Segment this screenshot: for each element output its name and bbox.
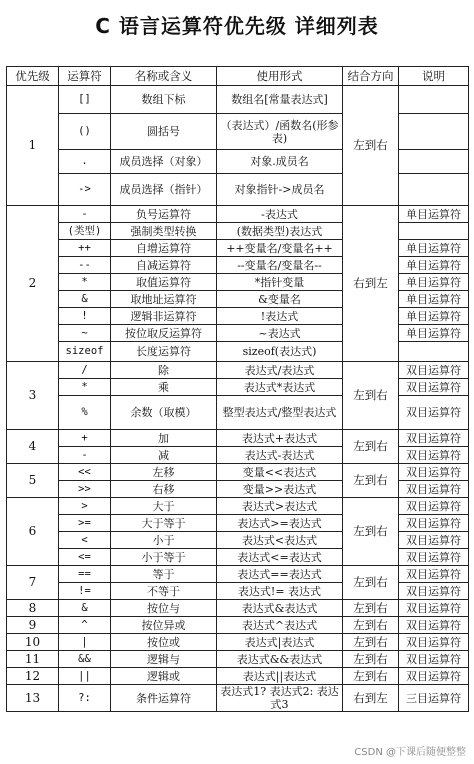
usage-cell: 表达式1? 表达式2: 表达式3 — [217, 685, 343, 712]
note-cell — [399, 342, 469, 362]
operator-cell: ! — [59, 308, 111, 325]
priority-cell: 13 — [7, 685, 59, 712]
usage-cell: 表达式-表达式 — [217, 447, 343, 464]
name-cell: 按位取反运算符 — [111, 325, 217, 342]
table-row — [7, 86, 469, 114]
operator-cell: % — [59, 396, 111, 430]
table-row — [7, 430, 469, 447]
operator-cell: <= — [59, 549, 111, 566]
name-cell: 逻辑非运算符 — [111, 308, 217, 325]
operator-cell: && — [59, 651, 111, 668]
usage-cell: 变量>>表达式 — [217, 481, 343, 498]
operator-cell: (类型) — [59, 223, 111, 240]
usage-cell: --变量名/变量名-- — [217, 257, 343, 274]
note-cell — [399, 174, 469, 206]
table-row — [7, 515, 469, 532]
table-row — [7, 532, 469, 549]
name-cell: 小于 — [111, 532, 217, 549]
name-cell: 条件运算符 — [111, 685, 217, 712]
note-cell: 单目运算符 — [399, 240, 469, 257]
note-cell: 单目运算符 — [399, 308, 469, 325]
note-cell: 单目运算符 — [399, 325, 469, 342]
usage-cell: 表达式<=表达式 — [217, 549, 343, 566]
associativity-cell: 左到右 — [343, 668, 399, 685]
name-cell: 按位异或 — [111, 617, 217, 634]
priority-cell: 11 — [7, 651, 59, 668]
priority-cell: 2 — [7, 206, 59, 362]
name-cell: 余数（取模） — [111, 396, 217, 430]
associativity-cell: 左到右 — [343, 464, 399, 498]
name-cell: 逻辑或 — [111, 668, 217, 685]
table-row — [7, 498, 469, 515]
usage-cell: 对象.成员名 — [217, 150, 343, 174]
note-cell: 三目运算符 — [399, 685, 469, 712]
operator-cell: >> — [59, 481, 111, 498]
header-priority: 优先级 — [7, 67, 59, 86]
operator-cell: << — [59, 464, 111, 481]
usage-cell: sizeof(表达式) — [217, 342, 343, 362]
associativity-cell: 左到右 — [343, 600, 399, 617]
operator-cell: - — [59, 447, 111, 464]
table-row — [7, 685, 469, 712]
table-row — [7, 668, 469, 685]
table-row — [7, 617, 469, 634]
note-cell: 双目运算符 — [399, 498, 469, 515]
note-cell: 双目运算符 — [399, 396, 469, 430]
usage-cell: !表达式 — [217, 308, 343, 325]
usage-cell: 表达式==表达式 — [217, 566, 343, 583]
header-operator: 运算符 — [59, 67, 111, 86]
table-row — [7, 396, 469, 430]
usage-cell: ++变量名/变量名++ — [217, 240, 343, 257]
name-cell: 等于 — [111, 566, 217, 583]
operator-cell: - — [59, 206, 111, 223]
usage-cell: （表达式）/函数名(形参表) — [217, 114, 343, 150]
usage-cell: 表达式&&表达式 — [217, 651, 343, 668]
operator-cell: ?: — [59, 685, 111, 712]
table-row — [7, 583, 469, 600]
note-cell: 单目运算符 — [399, 206, 469, 223]
priority-cell: 1 — [7, 86, 59, 206]
note-cell: 双目运算符 — [399, 651, 469, 668]
note-cell — [399, 86, 469, 114]
note-cell — [399, 114, 469, 150]
operator-cell: < — [59, 532, 111, 549]
note-cell: 双目运算符 — [399, 362, 469, 379]
note-cell: 双目运算符 — [399, 515, 469, 532]
usage-cell: 整型表达式/整型表达式 — [217, 396, 343, 430]
note-cell: 双目运算符 — [399, 617, 469, 634]
name-cell: 自增运算符 — [111, 240, 217, 257]
table-row — [7, 651, 469, 668]
priority-cell: 9 — [7, 617, 59, 634]
table-row — [7, 447, 469, 464]
table-row — [7, 274, 469, 291]
page-title: C 语言运算符优先级 详细列表 — [95, 14, 379, 38]
name-cell: 强制类型转换 — [111, 223, 217, 240]
operator-cell: & — [59, 291, 111, 308]
name-cell: 不等于 — [111, 583, 217, 600]
note-cell: 双目运算符 — [399, 668, 469, 685]
note-cell: 双目运算符 — [399, 430, 469, 447]
note-cell: 双目运算符 — [399, 634, 469, 651]
header-associativity: 结合方向 — [343, 67, 399, 86]
operator-cell: [] — [59, 86, 111, 114]
operator-cell: > — [59, 498, 111, 515]
usage-cell: 数组名[常量表达式] — [217, 86, 343, 114]
operator-cell: || — [59, 668, 111, 685]
name-cell: 按位与 — [111, 600, 217, 617]
table-row — [7, 174, 469, 206]
usage-cell: 表达式>表达式 — [217, 498, 343, 515]
associativity-cell: 左到右 — [343, 498, 399, 566]
name-cell: 乘 — [111, 379, 217, 396]
name-cell: 除 — [111, 362, 217, 379]
operator-cell: ++ — [59, 240, 111, 257]
usage-cell: 表达式!= 表达式 — [217, 583, 343, 600]
operator-cell: + — [59, 430, 111, 447]
table-row — [7, 634, 469, 651]
precedence-table — [6, 66, 469, 712]
name-cell: 右移 — [111, 481, 217, 498]
usage-cell: *指针变量 — [217, 274, 343, 291]
usage-cell: 表达式&表达式 — [217, 600, 343, 617]
name-cell: 大于 — [111, 498, 217, 515]
usage-cell: 对象指针->成员名 — [217, 174, 343, 206]
name-cell: 大于等于 — [111, 515, 217, 532]
watermark: CSDN @下课后随便整整 — [354, 747, 466, 758]
associativity-cell: 左到右 — [343, 86, 399, 206]
note-cell: 双目运算符 — [399, 566, 469, 583]
note-cell: 单目运算符 — [399, 257, 469, 274]
associativity-cell: 右到左 — [343, 206, 399, 362]
note-cell: 双目运算符 — [399, 532, 469, 549]
operator-cell: () — [59, 114, 111, 150]
priority-cell: 7 — [7, 566, 59, 600]
table-row — [7, 481, 469, 498]
header-usage: 使用形式 — [217, 67, 343, 86]
operator-cell: * — [59, 379, 111, 396]
associativity-cell: 左到右 — [343, 362, 399, 430]
associativity-cell: 左到右 — [343, 430, 399, 464]
note-cell: 单目运算符 — [399, 274, 469, 291]
table-row — [7, 464, 469, 481]
usage-cell: 表达式||表达式 — [217, 668, 343, 685]
usage-cell: 表达式*表达式 — [217, 379, 343, 396]
associativity-cell: 左到右 — [343, 566, 399, 600]
priority-cell: 6 — [7, 498, 59, 566]
table-row — [7, 325, 469, 342]
priority-cell: 5 — [7, 464, 59, 498]
table-row — [7, 308, 469, 325]
operator-cell: / — [59, 362, 111, 379]
name-cell: 逻辑与 — [111, 651, 217, 668]
note-cell: 双目运算符 — [399, 549, 469, 566]
associativity-cell: 左到右 — [343, 634, 399, 651]
table-row — [7, 362, 469, 379]
header-name: 名称或含义 — [111, 67, 217, 86]
name-cell: 圆括号 — [111, 114, 217, 150]
associativity-cell: 右到左 — [343, 685, 399, 712]
table-row — [7, 342, 469, 362]
note-cell: 双目运算符 — [399, 600, 469, 617]
table-row — [7, 291, 469, 308]
table-row — [7, 600, 469, 617]
name-cell: 长度运算符 — [111, 342, 217, 362]
name-cell: 小于等于 — [111, 549, 217, 566]
note-cell: 双目运算符 — [399, 379, 469, 396]
usage-cell: 表达式+表达式 — [217, 430, 343, 447]
operator-cell: == — [59, 566, 111, 583]
name-cell: 减 — [111, 447, 217, 464]
table-row — [7, 257, 469, 274]
priority-cell: 4 — [7, 430, 59, 464]
priority-cell: 12 — [7, 668, 59, 685]
operator-cell: & — [59, 600, 111, 617]
note-cell — [399, 150, 469, 174]
usage-cell: ~表达式 — [217, 325, 343, 342]
note-cell: 单目运算符 — [399, 291, 469, 308]
name-cell: 取地址运算符 — [111, 291, 217, 308]
usage-cell: 表达式/表达式 — [217, 362, 343, 379]
note-cell: 双目运算符 — [399, 464, 469, 481]
table-row — [7, 206, 469, 223]
operator-cell: | — [59, 634, 111, 651]
associativity-cell: 左到右 — [343, 651, 399, 668]
operator-cell: >= — [59, 515, 111, 532]
table-row — [7, 379, 469, 396]
usage-cell: -表达式 — [217, 206, 343, 223]
header-note: 说明 — [399, 67, 469, 86]
name-cell: 成员选择（对象） — [111, 150, 217, 174]
table-row — [7, 150, 469, 174]
usage-cell: 表达式<表达式 — [217, 532, 343, 549]
table-row — [7, 549, 469, 566]
operator-cell: sizeof — [59, 342, 111, 362]
table-row — [7, 566, 469, 583]
usage-cell: 变量<<表达式 — [217, 464, 343, 481]
operator-cell: != — [59, 583, 111, 600]
table-row — [7, 114, 469, 150]
name-cell: 按位或 — [111, 634, 217, 651]
table-row — [7, 223, 469, 240]
note-cell: 双目运算符 — [399, 447, 469, 464]
usage-cell: &变量名 — [217, 291, 343, 308]
usage-cell: 表达式|表达式 — [217, 634, 343, 651]
operator-cell: ^ — [59, 617, 111, 634]
priority-cell: 8 — [7, 600, 59, 617]
name-cell: 加 — [111, 430, 217, 447]
priority-cell: 10 — [7, 634, 59, 651]
note-cell — [399, 223, 469, 240]
usage-cell: 表达式^表达式 — [217, 617, 343, 634]
name-cell: 左移 — [111, 464, 217, 481]
table-row — [7, 240, 469, 257]
name-cell: 成员选择（指针） — [111, 174, 217, 206]
note-cell: 双目运算符 — [399, 481, 469, 498]
operator-cell: ~ — [59, 325, 111, 342]
operator-cell: * — [59, 274, 111, 291]
usage-cell: 表达式>=表达式 — [217, 515, 343, 532]
name-cell: 负号运算符 — [111, 206, 217, 223]
note-cell: 双目运算符 — [399, 583, 469, 600]
operator-cell: -- — [59, 257, 111, 274]
operator-cell: . — [59, 150, 111, 174]
name-cell: 取值运算符 — [111, 274, 217, 291]
usage-cell: (数据类型)表达式 — [217, 223, 343, 240]
table-header-row — [7, 67, 469, 86]
name-cell: 自减运算符 — [111, 257, 217, 274]
associativity-cell: 左到右 — [343, 617, 399, 634]
name-cell: 数组下标 — [111, 86, 217, 114]
priority-cell: 3 — [7, 362, 59, 430]
operator-cell: -> — [59, 174, 111, 206]
